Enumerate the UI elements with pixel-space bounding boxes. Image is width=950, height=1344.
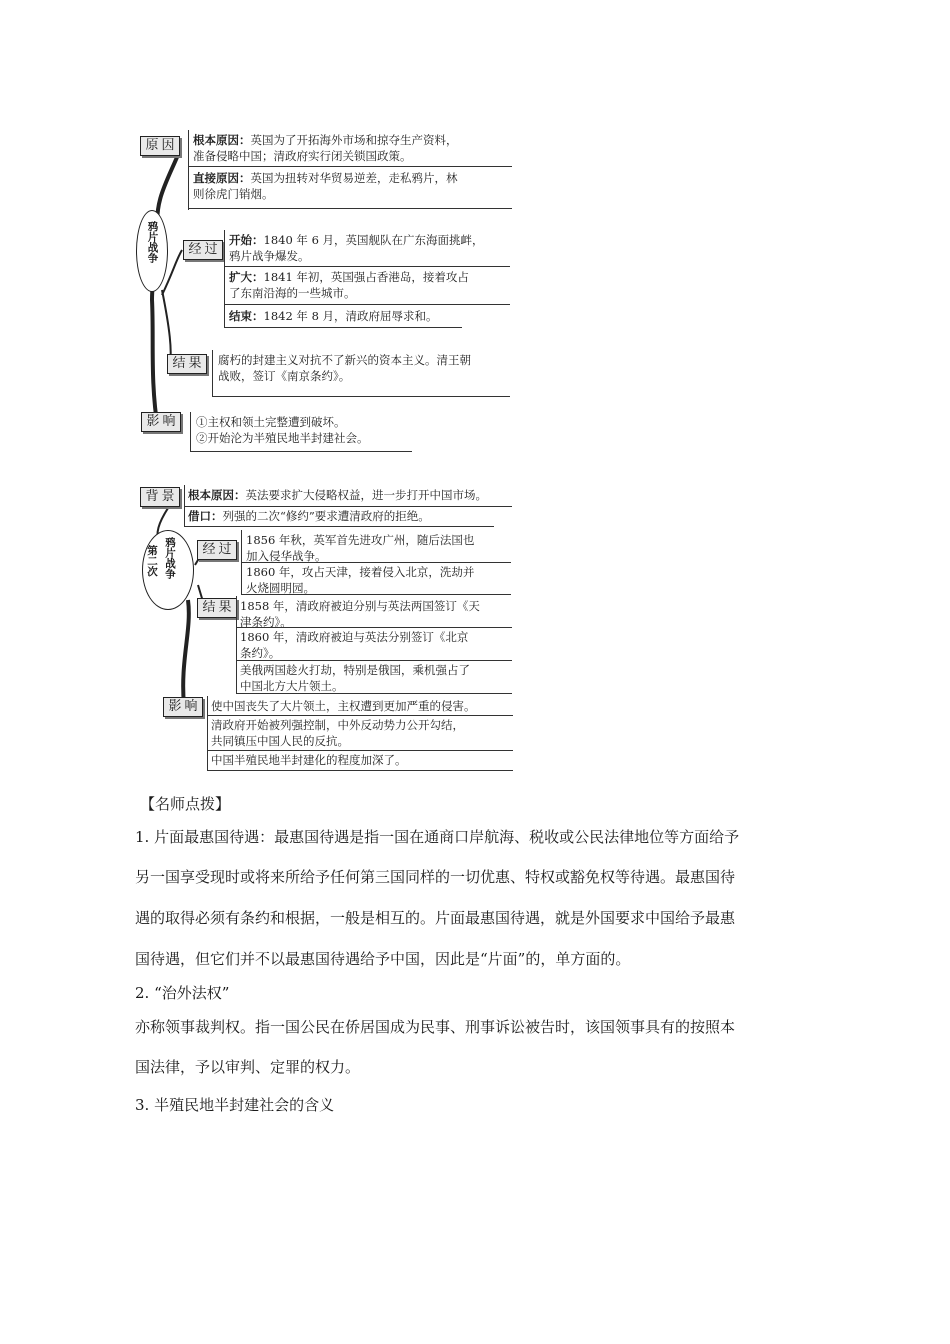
process-expand: 扩大：1841 年初，英国强占香港岛，接着攻占 了东南沿海的一些城市。 [229,270,469,300]
note1-line3: 遇的取得必须有条约和根据，一般是相互的。片面最惠国待遇，就是外国要求中国给予最惠 [135,909,736,927]
note2-line2: 国法律，予以审判、定罪的权力。 [135,1058,361,1076]
diagram2-center-left: 第二次 [146,545,158,577]
tag-impact-2: 影响 [163,697,203,717]
note3-title: 3. 半殖民地半封建社会的含义 [135,1096,335,1114]
note1-line4: 国待遇，但它们并不以最惠国待遇给予中国，因此是“片面”的，单方面的。 [135,950,631,968]
diagram2-center-oval [142,530,194,610]
process-start: 开始：1840 年 6 月，英国舰队在广东海面挑衅， 鸦片战争爆发。 [229,233,484,263]
notes-heading: 【名师点拨】 [140,795,231,813]
note2-title: 2. “治外法权” [135,984,230,1002]
impact2-a: 使中国丧失了大片领土，主权遭到更加严重的侵害。 [211,699,476,713]
tag-result: 结果 [167,354,207,374]
background-root: 根本原因：英法要求扩大侵略权益，进一步打开中国市场。 [188,488,487,502]
tag-cause: 原因 [140,136,180,156]
note1-line2: 另一国享受现时或将来所给予任何第三国同样的一切优惠、特权或豁免权等待遇。最惠国待 [135,868,736,886]
process2-b: 1860 年，攻占天津，接着侵入北京，洗劫并 火烧圆明园。 [246,565,475,595]
cause-direct: 直接原因：英国为扭转对华贸易逆差，走私鸦片，林 则徐虎门销烟。 [193,171,458,201]
result2-a: 1858 年，清政府被迫分别与英法两国签订《天 津条约》。 [240,599,480,629]
note2-line1: 亦称领事裁判权。指一国公民在侨居国成为民事、刑事诉讼被告时，该国领事具有的按照本 [135,1018,736,1036]
diagram1-center-label: 鸦片战争 [146,221,159,263]
background-pretext: 借口：列强的二次“修约”要求遭清政府的拒绝。 [188,509,430,523]
tag-process-2: 经过 [197,540,237,560]
tag-background: 背景 [140,487,180,507]
note1-line1: 1. 片面最惠国待遇：最惠国待遇是指一国在通商口岸航海、税收或公民法律地位等方面给予 [135,828,740,846]
diagram2-center-right: 鸦片战争 [164,537,176,579]
tag-impact: 影响 [141,412,181,432]
cause-root: 根本原因：英国为了开拓海外市场和掠夺生产资料， 准备侵略中国；清政府实行闭关锁国政策。 [193,133,458,163]
process2-a: 1856 年秋，英军首先进攻广州，随后法国也 加入侵华战争。 [246,533,475,563]
diagram1-center-oval [136,210,168,292]
impact-text: ①主权和领土完整遭到破坏。 ②开始沦为半殖民地半封建社会。 [196,415,369,445]
process-end: 结束：1842 年 8 月，清政府屈辱求和。 [229,309,438,323]
result2-c: 美俄两国趁火打劫，特别是俄国，乘机强占了 中国北方大片领土。 [240,663,470,693]
impact2-b: 清政府开始被列强控制，中外反动势力公开勾结， 共同镇压中国人民的反抗。 [211,718,464,748]
result-text: 腐朽的封建主义对抗不了新兴的资本主义。清王朝 战败，签订《南京条约》。 [218,353,471,383]
result2-b: 1860 年，清政府被迫与英法分别签订《北京 条约》。 [240,630,469,660]
impact2-c: 中国半殖民地半封建化的程度加深了。 [211,753,407,767]
tag-result-2: 结果 [197,598,237,618]
tag-process: 经过 [183,240,223,260]
